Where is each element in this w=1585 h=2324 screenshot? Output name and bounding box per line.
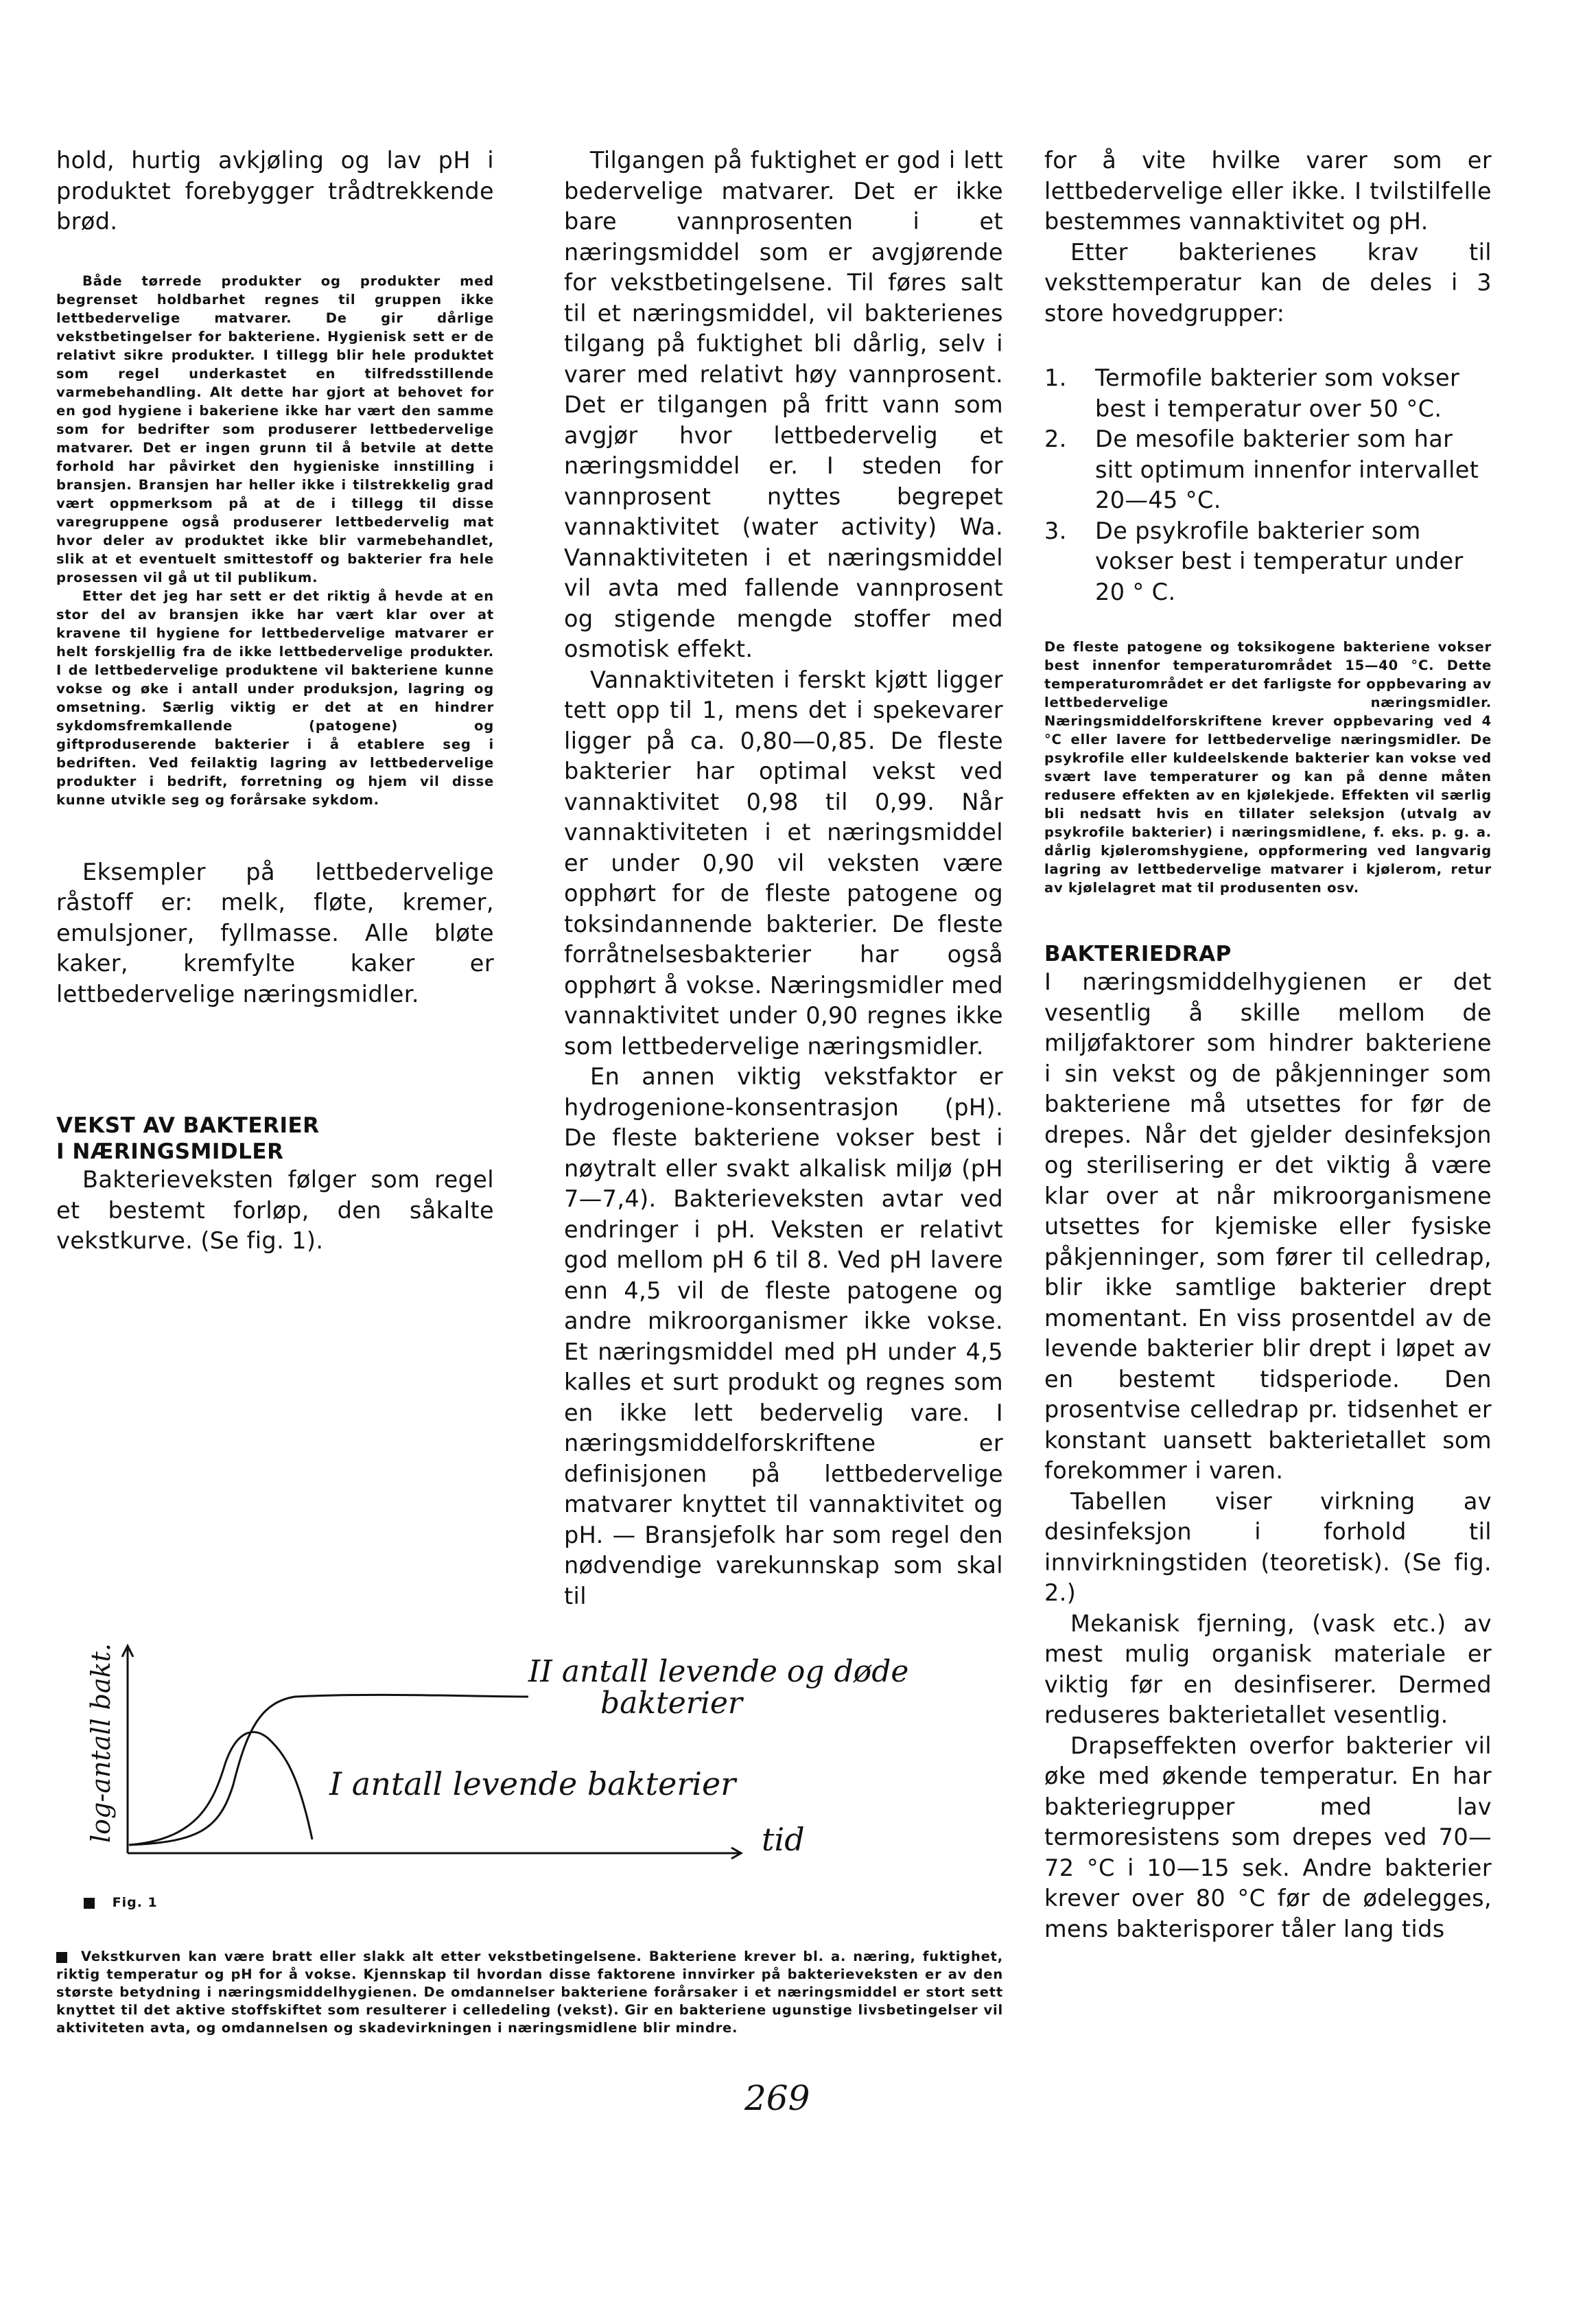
temperature-group-list [1044, 363, 1492, 607]
figure-caption [56, 1948, 1003, 2037]
x-axis-label: tid [762, 1821, 805, 1858]
section-heading: BAKTERIEDRAP [1044, 942, 1232, 966]
page-number: 269 [744, 2078, 810, 2118]
body-paragraph: Etter bakterienes krav til veksttemperatur kan de deles i 3 store hovedgrupper: [1044, 238, 1492, 327]
curve-2-label: II antall levende og døde [528, 1654, 909, 1689]
small-paragraph: De fleste patogene og toksikogene bakteriene vokser best innenfor temperaturområdet 15—40 °C. Dette temperaturområdet er det farligste for oppbevaring av lettbedervelige næringsmidler. Næringsmiddelforskriftene krever oppbevaring ved 4 °C eller lavere for lettbedervelige næringsmidler. De psykrofile eller kuldeelskende bakterier kan vokse ved svært lave temperaturer og kan på denne måten redusere effekten av en kjølekjede. Effekten vil særlig bli nedsatt hvis en tillater seleksjon (utvalg av psykrofile bakterier) i næringsmidlene, f. eks. p. g. a. dårlig kjøleromshygiene, oppformering ved langvarig lagring av lettbedervelige matvarer i kjølerom, retur av kjølelagret mat til produsenten osv. [1044, 639, 1492, 896]
figure-label: Fig. 1 [84, 1895, 158, 1910]
body-paragraph: Tilgangen på fuktighet er god i lett bedervelige matvarer. Det er ikke bare vannprosenten i et næringsmiddel som er avgjørende for vekstbetingelsene. Til føres salt til et næringsmiddel, vil bakterienes tilgang på fuktighet bli dårlig, selv i varer med relativt høy vannprosent. Det er tilgangen på fritt vann som avgjør hvor lettbedervelig et næringsmiddel er. I steden for vannprosent nyttes begrepet vannaktivitet (water activity) Wa. Vannaktiviteten i et næringsmiddel vil avta med fallende vannprosent og stigende mengde stoffer med osmotisk effekt. [564, 147, 1003, 662]
curve-2-label-line2: bakterier [600, 1686, 742, 1721]
body-paragraph: Vannaktiviteten i ferskt kjøtt ligger tett opp til 1, mens det i spekevarer ligger på ca. 0,80—0,85. De fleste bakterier har optimal vekst ved vannaktivitet 0,98 til 0,99. Når vannaktiviteten i et næringsmiddel er under 0,90 vil veksten være opphørt for de fleste patogene og toksindannende bakterier. De fleste forråtnelsesbakterier har også opphørt å vokse. Næringsmidler med vannaktivitet under 0,90 regnes ikke som lettbedervelige næringsmidler. [564, 666, 1003, 1060]
body-paragraph: Bakterieveksten følger som regel et bestemt forløp, den såkalte vekstkurve. (Se fig. 1). [56, 1166, 494, 1254]
growth-curve-figure [48, 1634, 1009, 1894]
caption-text: Vekstkurven kan være bratt eller slakk alt etter vekstbetingelsene. Bakteriene krever bl. a. næring, fuktighet, riktig temperatur og pH for å vokse. Kjennskap til hvordan disse faktorene innvirker på bakterieveksten er av den største betydning i næringsmiddelhygienen. De omdannelser bakteriene forårsaker i et næringsmiddel er stort sett knyttet til det aktive stoffskiftet som resulterer i celledeling (vekst). Gir en bakteriene ugunstige livsbetingelser vil aktiviteten avta, og omdannelsen og skadevirkningen i næringsmidlene blir mindre. [56, 1949, 1003, 2036]
small-paragraph: Etter det jeg har sett er det riktig å hevde at en stor del av bransjen ikke har vært klar over at kravene til hygiene for lettbedervelige matvarer er helt forskjellig fra de ikke lettbedervelige produkter. I de lettbedervelige produktene vil bakteriene kunne vokse og øke i antall under produksjon, lagring og omsetning. Særlig viktig er det at en hindrer sykdomsfremkallende (patogene) og giftproduserende bakterier i å etablere seg i bedriften. Ved feilaktig lagring av lettbedervelige produkter i bedrift, forretning og hjem vil disse kunne utvikle seg og forårsake sykdom. [56, 588, 494, 808]
y-axis-label: log-antall bakt. [86, 1643, 116, 1843]
body-paragraph: Drapseffekten overfor bakterier vil øke med økende temperatur. En har bakteriegrupper med lav termoresistens som drepes ved 70—72 °C i 10—15 sek. Andre bakterier krever over 80 °C før de ødelegges, mens bakterisporer tåler lang tids [1044, 1732, 1492, 1942]
list-item: 1. Termofile bakterier som vokser best i temperatur over 50 °C. [1044, 364, 1460, 422]
small-paragraph: Både tørrede produkter og produkter med begrenset holdbarhet regnes til gruppen ikke lettbedervelige matvarer. De gir dårlige vekstbetingelser for bakteriene. Hygienisk sett er de relativt sikre produkter. I tillegg blir hele produktet som regel underkastet en tilfredsstillende varmebehandling. Alt dette har gjort at behovet for en god hygiene i bakeriene ikke har vært den samme som for bedrifter som produserer lettbedervelige matvarer. Det er ingen grunn til å betvile at dette forhold har påvirket den hygieniske innstilling i bransjen. Bransjen har heller ikke i tilstrekkelig grad vært oppmerksom på at de i tillegg til disse varegruppene også produserer lettbedervelig mat hvor deler av produktet ikke blir varmebehandlet, slik at et eventuelt smittestoff og bakterier fra hele prosessen vil gå ut til publikum. [56, 272, 494, 585]
column-3 [1044, 146, 1492, 1944]
body-paragraph: En annen viktig vekstfaktor er hydrogenione-konsentrasjon (pH). De fleste bakteriene vokser best i nøytralt eller svakt alkalisk miljø (pH 7—7,4). Bakterieveksten avtar ved endringer i pH. Veksten er relativt god mellom pH 6 til 8. Ved pH lavere enn 4,5 vil de fleste patogene og andre mikroorganismer ikke vokse. Et næringsmiddel med pH under 4,5 kalles et surt produkt og regnes som en ikke lett bedervelig vare. I næringsmiddelforskriftene er definisjonen på lettbedervelige matvarer knyttet til vannaktivitet og pH. — Bransjefolk har som regel den nødvendige varekunnskap som skal til [564, 1063, 1003, 1610]
bullet-square-icon [84, 1898, 95, 1909]
body-paragraph: Tabellen viser virkning av desinfeksjon i forhold til innvirkningstiden (teoretisk). (Se fig. 2.) [1044, 1487, 1492, 1606]
intro-paragraph: hold, hurtig avkjøling og lav pH i produktet forebygger trådtrekkende brød. [56, 147, 494, 235]
curve-living [129, 1732, 312, 1845]
body-paragraph: Eksempler på lettbedervelige råstoff er: melk, fløte, kremer, emulsjoner, fyllmasse. Alle bløte kaker, kremfylte kaker er lettbedervelige næringsmidler. [56, 858, 494, 1008]
list-item: 2. De mesofile bakterier som har sitt optimum innenfor intervallet 20—45 °C. [1044, 426, 1479, 513]
bullet-square-icon [56, 1952, 67, 1963]
list-item: 3. De psykrofile bakterier som vokser best i temperatur under 20 ° C. [1044, 517, 1464, 605]
column-1 [56, 146, 494, 1257]
body-paragraph: for å vite hvilke varer som er lettbedervelige eller ikke. I tvilstilfelle bestemmes vannaktivitet og pH. [1044, 147, 1492, 235]
column-2 [564, 146, 1003, 1612]
body-paragraph: I næringsmiddelhygienen er det vesentlig å skille mellom de miljøfaktorer som hindrer bakteriene i sin vekst og de påkjenninger som bakteriene må utsettes for før de drepes. Når det gjelder desinfeksjon og sterilisering er det viktig å være klar over at når mikroorganismene utsettes for kjemiske eller fysiske påkjenninger, som fører til celledrap, blir ikke samtlige bakterier drept momentant. En viss prosentdel av de levende bakterier blir drept i løpet av en bestemt tidsperiode. Den prosentvise celledrap pr. tidsenhet er konstant uansett bakterietallet som forekommer i varen. [1044, 968, 1492, 1484]
curve-1-label: I antall levende bakterier [329, 1765, 736, 1802]
body-paragraph: Mekanisk fjerning, (vask etc.) av mest mulig organisk materiale er viktig før en desinfiserer. Dermed reduseres bakterietallet vesentlig. [1044, 1610, 1492, 1728]
section-heading: VEKST AV BAKTERIER I NÆRINGSMIDLER [56, 1113, 320, 1164]
